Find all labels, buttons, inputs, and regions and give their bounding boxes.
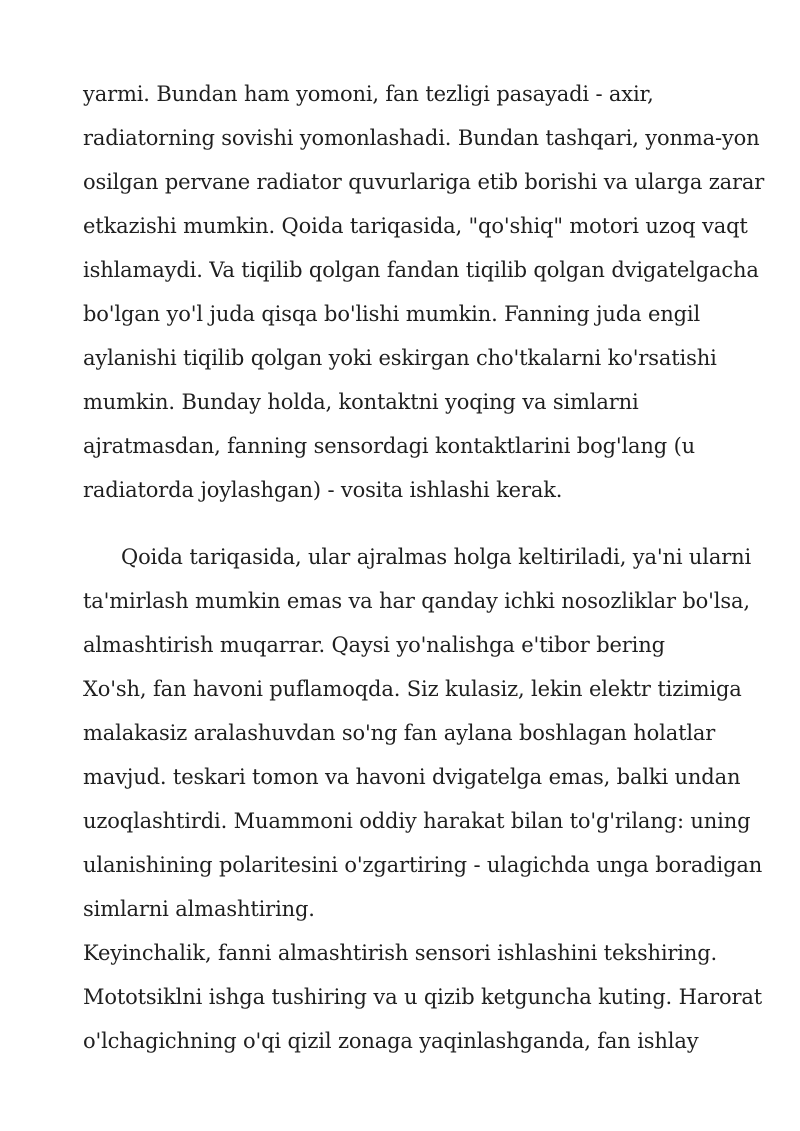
text-line: malakasiz aralashuvdan so'ng fan aylana boshlagan holatlar (83, 721, 716, 745)
text-line: mumkin. Bunday holda, kontaktni yoqing va simlarni (83, 390, 639, 414)
text-line: Qoida tariqasida, ular ajralmas holga keltiriladi, ya'ni ularni (121, 545, 752, 569)
text-line: aylanishi tiqilib qolgan yoki eskirgan cho'tkalarni ko'rsatishi (83, 346, 717, 370)
text-line: etkazishi mumkin. Qoida tariqasida, "qo'shiq" motori uzoq vaqt (83, 214, 748, 238)
document-body (83, 72, 773, 1063)
paragraph (83, 535, 773, 1063)
text-line: Mototsiklni ishga tushiring va u qizib ketguncha kuting. Harorat (83, 985, 763, 1009)
text-line: uzoqlashtirdi. Muammoni oddiy harakat bilan to'g'rilang: uning (83, 809, 751, 833)
text-line: bo'lgan yo'l juda qisqa bo'lishi mumkin. Fanning juda engil (83, 302, 701, 326)
text-line: simlarni almashtiring. (83, 897, 315, 921)
text-line: ulanishining polaritesini o'zgartiring - ulagichda unga boradigan (83, 853, 763, 877)
text-line: Xo'sh, fan havoni puflamoqda. Siz kulasiz, lekin elektr tizimiga (83, 677, 742, 701)
text-line: almashtirish muqarrar. Qaysi yo'nalishga e'tibor bering (83, 633, 665, 657)
paragraph-spacer (83, 512, 773, 535)
text-line: o'lchagichning o'qi qizil zonaga yaqinlashganda, fan ishlay (83, 1029, 699, 1053)
text-line: Keyinchalik, fanni almashtirish sensori ishlashini tekshiring. (83, 941, 718, 965)
text-line: ajratmasdan, fanning sensordagi kontaktlarini bog'lang (u (83, 434, 696, 458)
text-line: osilgan pervane radiator quvurlariga etib borishi va ularga zarar (83, 170, 765, 194)
text-line: ta'mirlash mumkin emas va har qanday ichki nosozliklar bo'lsa, (83, 589, 750, 613)
text-line: radiatorda joylashgan) - vosita ishlashi kerak. (83, 478, 563, 502)
text-line: radiatorning sovishi yomonlashadi. Bundan tashqari, yonma-yon (83, 126, 760, 150)
text-line: yarmi. Bundan ham yomoni, fan tezligi pasayadi - axir, (83, 82, 654, 106)
paragraph (83, 72, 773, 512)
text-line: ishlamaydi. Va tiqilib qolgan fandan tiqilib qolgan dvigatelgacha (83, 258, 759, 282)
text-line: mavjud. teskari tomon va havoni dvigatelga emas, balki undan (83, 765, 741, 789)
